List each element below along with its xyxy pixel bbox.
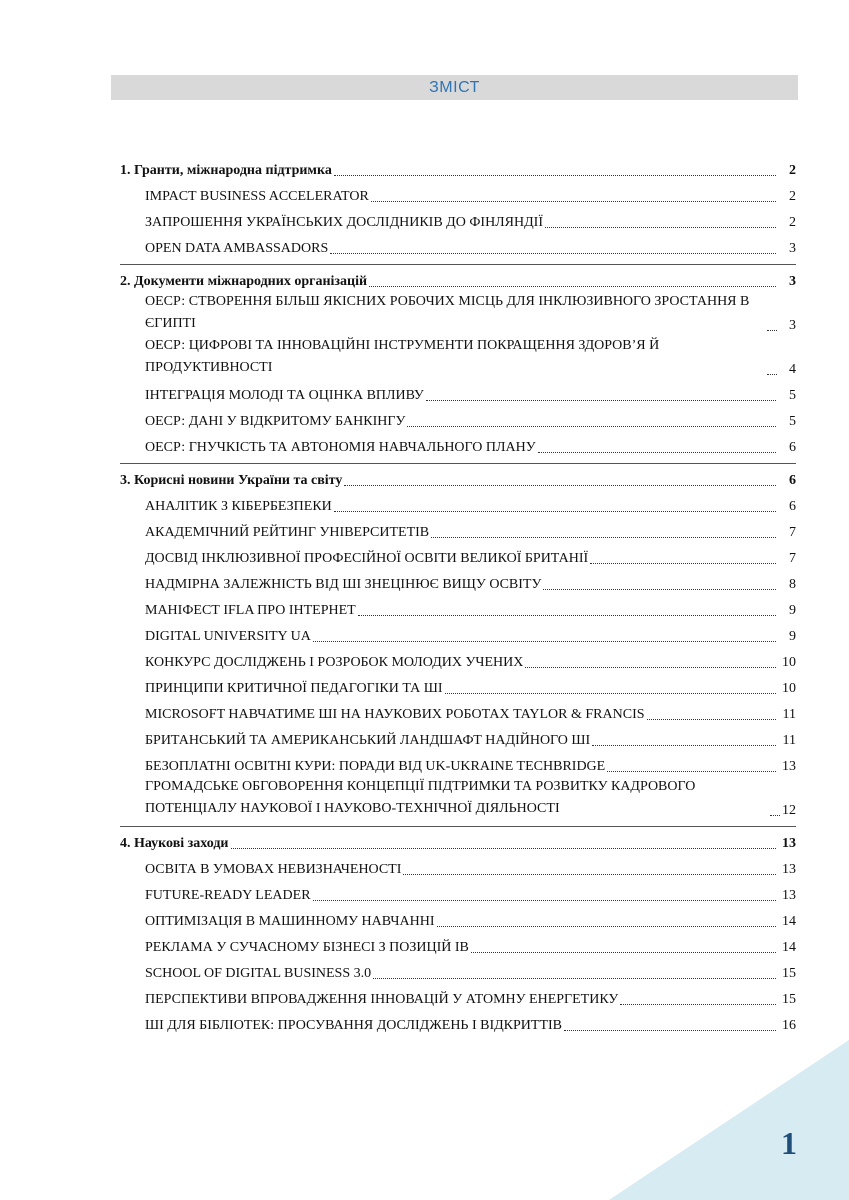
entry-title: ГРОМАДСЬКЕ ОБГОВОРЕННЯ КОНЦЕПЦІЇ ПІДТРИМКИ ТА РОЗВИТКУ КАДРОВОГО ПОТЕНЦІАЛУ НАУКОВОЇ І НАУКОВО-ТЕХНІЧНОЇ ДІЯЛЬНОСТІ [145, 779, 696, 816]
toc-entry[interactable] [120, 516, 796, 542]
entry-page: 12 [782, 803, 796, 818]
entry-page: 3 [789, 318, 796, 333]
toc-entry[interactable] [120, 983, 796, 1009]
toc-section-heading[interactable] [120, 468, 796, 490]
dot-leader [607, 771, 776, 772]
toc-entry[interactable] [120, 776, 796, 820]
dot-leader [373, 978, 776, 979]
dot-leader [231, 848, 777, 849]
entry-page: 2 [789, 189, 796, 204]
toc-entry[interactable] [120, 672, 796, 698]
entry-title: FUTURE-READY LEADER [145, 888, 311, 903]
dot-leader [647, 719, 776, 720]
entry-page: 10 [782, 655, 796, 670]
toc-section-heading[interactable] [120, 158, 796, 180]
page-number: 1 [781, 1125, 797, 1161]
toc-entry[interactable] [120, 490, 796, 516]
entry-title: ПРИНЦИПИ КРИТИЧНОЇ ПЕДАГОГІКИ ТА ШІ [145, 681, 443, 696]
dot-leader [564, 1030, 776, 1031]
dot-leader [525, 667, 776, 668]
toc-entry[interactable] [120, 1009, 796, 1035]
entry-title: КОНКУРС ДОСЛІДЖЕНЬ І РОЗРОБОК МОЛОДИХ УЧЕНИХ [145, 655, 524, 670]
entry-page: 9 [789, 603, 796, 618]
section-divider [120, 264, 796, 265]
toc-entry[interactable] [120, 698, 796, 724]
entry-title: МАНІФЕСТ IFLA ПРО ІНТЕРНЕТ [145, 603, 356, 618]
dot-leader [471, 952, 776, 953]
entry-title: ОПТИМІЗАЦІЯ В МАШИННОМУ НАВЧАННІ [145, 914, 435, 929]
entry-page: 14 [782, 914, 796, 929]
toc-entry[interactable] [120, 335, 796, 379]
entry-title: НАДМІРНА ЗАЛЕЖНІСТЬ ВІД ШІ ЗНЕЦІНЮЄ ВИЩУ ОСВІТУ [145, 577, 542, 592]
toc-entry[interactable] [120, 724, 796, 750]
entry-title: ІНТЕГРАЦІЯ МОЛОДІ ТА ОЦІНКА ВПЛИВУ [145, 388, 424, 403]
toc-entry[interactable] [120, 594, 796, 620]
entry-page: 16 [782, 1018, 796, 1033]
entry-page: 4 [789, 362, 796, 377]
entry-page: 6 [789, 440, 796, 455]
toc-section-heading[interactable] [120, 269, 796, 291]
section-divider [120, 826, 796, 827]
entry-page: 9 [789, 629, 796, 644]
entry-page: 14 [782, 940, 796, 955]
entry-title: ДОСВІД ІНКЛЮЗИВНОЇ ПРОФЕСІЙНОЇ ОСВІТИ ВЕЛИКОЇ БРИТАНІЇ [145, 551, 589, 566]
entry-title: ОЕСР: СТВОРЕННЯ БІЛЬШ ЯКІСНИХ РОБОЧИХ МІСЦЬ ДЛЯ ІНКЛЮЗИВНОГО ЗРОСТАННЯ В ЄГИПТІ [145, 294, 750, 331]
entry-page: 7 [789, 551, 796, 566]
entry-title: ЗАПРОШЕННЯ УКРАЇНСЬКИХ ДОСЛІДНИКІВ ДО ФІНЛЯНДІЇ [145, 215, 543, 230]
dot-leader [767, 374, 777, 375]
dot-leader [592, 745, 776, 746]
toc-entry[interactable] [120, 379, 796, 405]
toc-section [120, 158, 796, 258]
dot-leader [538, 452, 776, 453]
entry-title: ПЕРСПЕКТИВИ ВПРОВАДЖЕННЯ ІННОВАЦІЙ У АТОМНУ ЕНЕРГЕТИКУ [145, 992, 619, 1007]
toc-entry[interactable] [120, 291, 796, 335]
entry-page: 8 [789, 577, 796, 592]
dot-leader [545, 227, 776, 228]
entry-title: ШІ ДЛЯ БІБЛІОТЕК: ПРОСУВАННЯ ДОСЛІДЖЕНЬ І ВІДКРИТТІВ [145, 1018, 563, 1033]
entry-title: ОСВІТА В УМОВАХ НЕВИЗНАЧЕНОСТІ [145, 862, 402, 877]
entry-page: 7 [789, 525, 796, 540]
toc-entry[interactable] [120, 957, 796, 983]
toc-entry[interactable] [120, 180, 796, 206]
section-title: 4. Наукові заходи [120, 836, 229, 851]
entry-title: DIGITAL UNIVERSITY UA [145, 629, 311, 644]
dot-leader [770, 815, 780, 816]
toc-title: ЗМІСТ [429, 79, 480, 96]
dot-leader [437, 926, 776, 927]
entry-title: MICROSOFT НАВЧАТИМЕ ШІ НА НАУКОВИХ РОБОТАХ TAYLOR & FRANCIS [145, 707, 645, 722]
dot-leader [620, 1004, 776, 1005]
corner-decoration [609, 1040, 849, 1200]
dot-leader [431, 537, 776, 538]
entry-page: 5 [789, 414, 796, 429]
section-page: 13 [782, 836, 796, 851]
entry-title: БЕЗОПЛАТНІ ОСВІТНІ КУРИ: ПОРАДИ ВІД UK-UKRAINE TECHBRIDGE [145, 759, 606, 774]
entry-title: OPEN DATA AMBASSADORS [145, 241, 329, 256]
toc-entry[interactable] [120, 620, 796, 646]
table-of-contents [120, 158, 796, 1041]
toc-entry[interactable] [120, 879, 796, 905]
dot-leader [403, 874, 776, 875]
toc-entry[interactable] [120, 750, 796, 776]
dot-leader [313, 900, 776, 901]
entry-page: 6 [789, 499, 796, 514]
entry-title: РЕКЛАМА У СУЧАСНОМУ БІЗНЕСІ З ПОЗИЦІЙ ІВ [145, 940, 469, 955]
toc-entry[interactable] [120, 542, 796, 568]
section-title: 3. Корисні новини України та світу [120, 473, 343, 488]
section-title: 2. Документи міжнародних організацій [120, 274, 368, 289]
entry-title: SCHOOL OF DIGITAL BUSINESS 3.0 [145, 966, 372, 981]
dot-leader [313, 641, 776, 642]
toc-section [120, 463, 796, 820]
dot-leader [369, 286, 776, 287]
dot-leader [426, 400, 776, 401]
toc-section [120, 826, 796, 1035]
dot-leader [358, 615, 776, 616]
toc-entry[interactable] [120, 431, 796, 457]
section-title: 1. Гранти, міжнародна підтримка [120, 163, 332, 178]
toc-section-heading[interactable] [120, 831, 796, 853]
section-divider [120, 463, 796, 464]
entry-title: БРИТАНСЬКИЙ ТА АМЕРИКАНСЬКИЙ ЛАНДШАФТ НАДІЙНОГО ШІ [145, 733, 591, 748]
entry-page: 5 [789, 388, 796, 403]
entry-page: 13 [782, 888, 796, 903]
dot-leader [334, 511, 776, 512]
entry-title: IMPACT BUSINESS ACCELERATOR [145, 189, 369, 204]
dot-leader [590, 563, 776, 564]
entry-page: 2 [789, 215, 796, 230]
dot-leader [334, 175, 776, 176]
entry-page: 10 [782, 681, 796, 696]
toc-section [120, 264, 796, 457]
toc-entry[interactable] [120, 646, 796, 672]
dot-leader [330, 253, 776, 254]
section-page: 3 [789, 274, 796, 289]
dot-leader [344, 485, 776, 486]
entry-page: 13 [782, 862, 796, 877]
toc-entry[interactable] [120, 931, 796, 957]
toc-entry[interactable] [120, 853, 796, 879]
section-page: 6 [789, 473, 796, 488]
entry-page: 11 [782, 707, 796, 722]
entry-page: 3 [789, 241, 796, 256]
entry-page: 15 [782, 992, 796, 1007]
toc-entry[interactable] [120, 905, 796, 931]
entry-page: 13 [782, 759, 796, 774]
section-page: 2 [789, 163, 796, 178]
entry-page: 15 [782, 966, 796, 981]
toc-entry[interactable] [120, 405, 796, 431]
entry-title: АНАЛІТИК З КІБЕРБЕЗПЕКИ [145, 499, 332, 514]
toc-entry[interactable] [120, 232, 796, 258]
dot-leader [767, 330, 777, 331]
entry-title: ОЕСР: ЦИФРОВІ ТА ІННОВАЦІЙНІ ІНСТРУМЕНТИ ПОКРАЩЕННЯ ЗДОРОВ’Я Й ПРОДУКТИВНОСТІ [145, 338, 660, 375]
toc-entry[interactable] [120, 206, 796, 232]
entry-title: ОЕСР: ГНУЧКІСТЬ ТА АВТОНОМІЯ НАВЧАЛЬНОГО ПЛАНУ [145, 440, 536, 455]
entry-title: АКАДЕМІЧНИЙ РЕЙТИНГ УНІВЕРСИТЕТІВ [145, 525, 430, 540]
toc-title-bar [111, 75, 798, 100]
toc-entry[interactable] [120, 568, 796, 594]
entry-title: ОЕСР: ДАНІ У ВІДКРИТОМУ БАНКІНГУ [145, 414, 406, 429]
dot-leader [445, 693, 776, 694]
entry-page: 11 [782, 733, 796, 748]
dot-leader [543, 589, 776, 590]
dot-leader [371, 201, 776, 202]
dot-leader [407, 426, 776, 427]
